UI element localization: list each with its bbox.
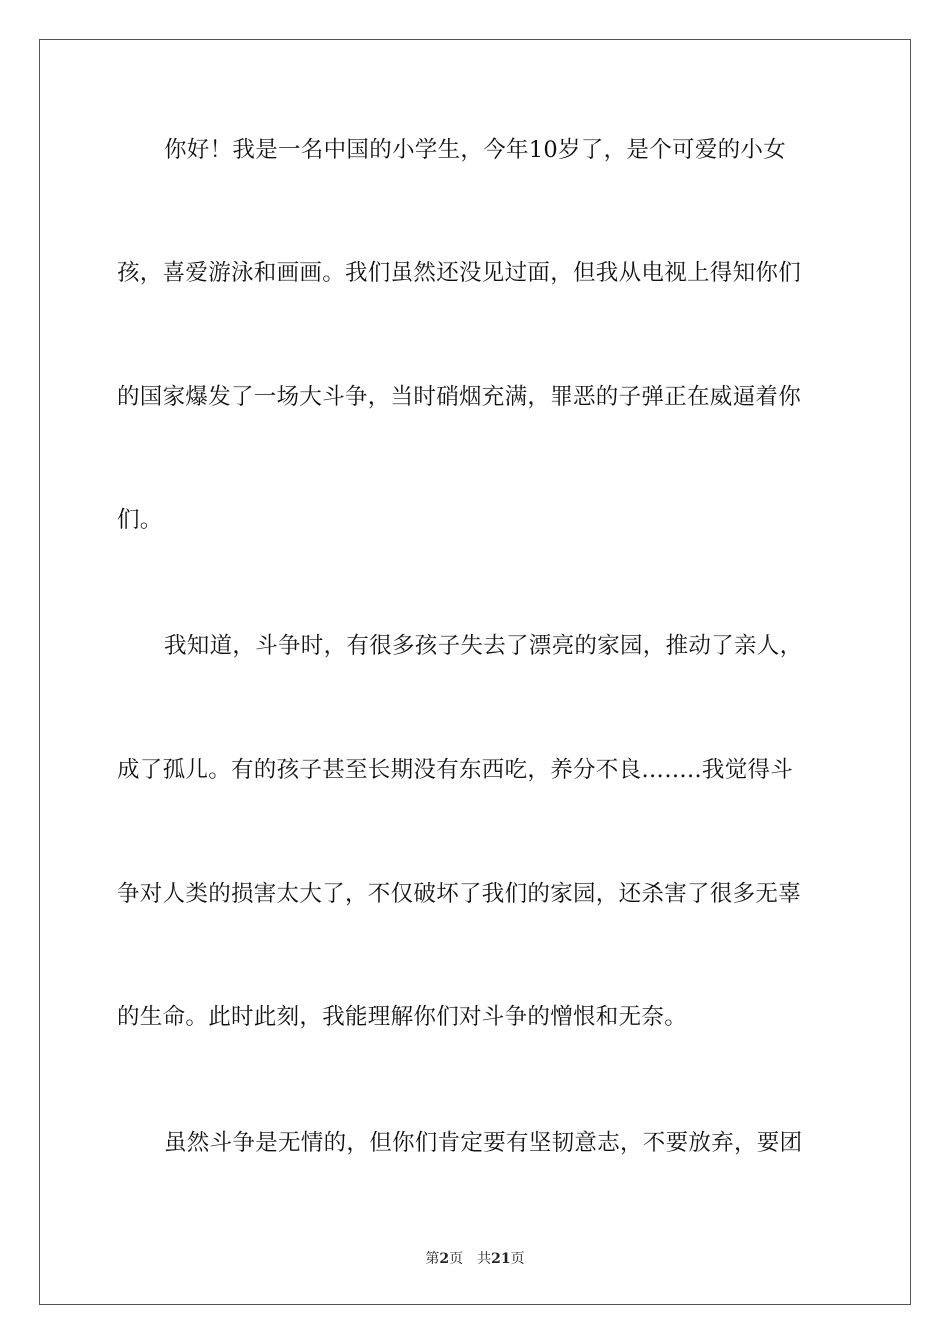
page-footer <box>0 1248 950 1268</box>
paragraph-3-line-1: 虽然斗争是无情的，但你们肯定要有坚韧意志，不要放弃，要团 <box>164 1130 803 1156</box>
paragraph-2-line-1: 我知道，斗争时，有很多孩子失去了漂亮的家园，推动了亲人， <box>164 633 803 659</box>
paragraph-1-line-2: 孩，喜爱游泳和画画。我们虽然还没见过面，但我从电视上得知你们 <box>117 260 802 286</box>
paragraph-2-line-4: 的生命。此时此刻，我能理解你们对斗争的憎恨和无奈。 <box>117 1004 688 1030</box>
paragraph-2-line-3: 争对人类的损害太大了，不仅破坏了我们的家园，还杀害了很多无辜 <box>117 881 802 907</box>
paragraph-1-line-1: 你好！我是一名中国的小学生，今年10岁了，是个可爱的小女 <box>164 137 787 163</box>
page-suffix: 页 <box>449 1251 464 1267</box>
page-prefix: 第 <box>425 1251 440 1267</box>
paragraph-2-line-2: 成了孤儿。有的孩子甚至长期没有东西吃，养分不良……..我觉得斗 <box>117 757 794 783</box>
total-suffix: 页 <box>510 1251 525 1267</box>
paragraph-1-line-4: 们。 <box>117 507 163 533</box>
current-page-number: 2 <box>439 1251 450 1267</box>
total-page-number: 21 <box>491 1251 511 1267</box>
total-prefix: 共 <box>477 1251 492 1267</box>
paragraph-1-line-3: 的国家爆发了一场大斗争，当时硝烟充满，罪恶的子弹正在威逼着你 <box>117 384 802 410</box>
page-border <box>39 39 911 1305</box>
